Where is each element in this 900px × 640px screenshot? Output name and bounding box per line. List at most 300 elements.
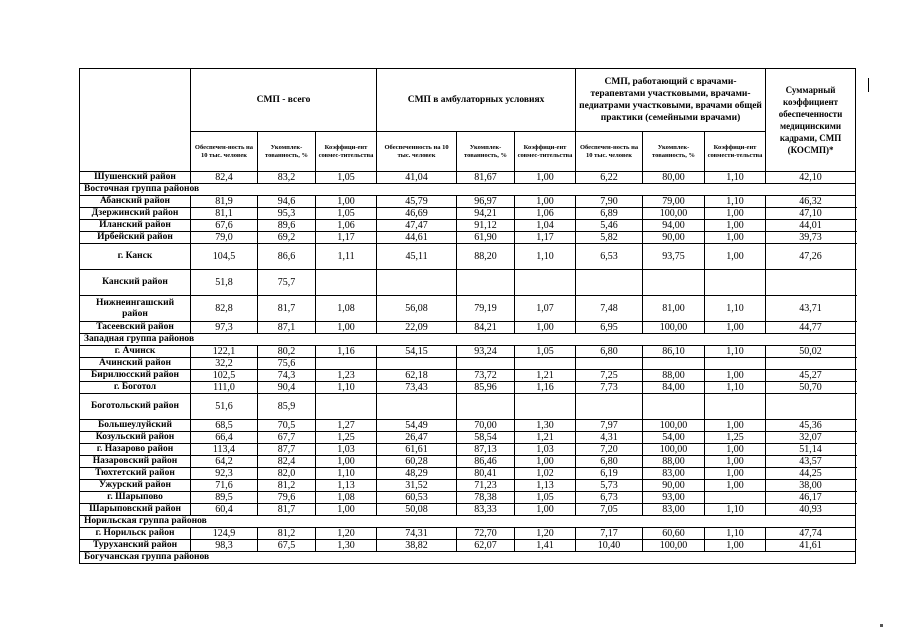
table-cell: 45,27 [766,370,856,382]
table-cell [705,492,766,504]
table-cell: 1,03 [316,444,377,456]
table-cell: 78,38 [457,492,515,504]
table-cell: 79,6 [258,492,316,504]
table-cell: 1,11 [316,244,377,270]
table-cell: 31,52 [377,480,457,492]
district-name: Ужурский район [80,480,191,492]
table-cell: 1,00 [705,540,766,552]
table-cell: 93,75 [643,244,705,270]
table-cell: 1,02 [515,468,576,480]
header-sub-staffing: Укомплек-тованность, % [258,132,316,172]
table-cell: 1,07 [515,296,576,322]
table-cell: 5,46 [576,220,643,232]
district-name: Козульский район [80,432,191,444]
table-row [80,456,856,468]
table-cell: 90,00 [643,232,705,244]
table-cell: 7,97 [576,420,643,432]
table-cell: 5,82 [576,232,643,244]
table-cell: 98,3 [191,540,258,552]
table-cell [643,358,705,370]
scan-dot [880,624,883,627]
table-cell: 79,0 [191,232,258,244]
table-cell: 1,08 [316,296,377,322]
table-cell: 100,00 [643,444,705,456]
table-cell: 100,00 [643,540,705,552]
table-cell: 32,07 [766,432,856,444]
table-cell: 1,05 [316,172,377,184]
table-cell: 71,23 [457,480,515,492]
table-cell: 87,7 [258,444,316,456]
table-cell: 6,53 [576,244,643,270]
table-cell [457,270,515,296]
table-cell: 51,14 [766,444,856,456]
table-row [80,346,856,358]
table-cell: 111,0 [191,382,258,394]
table-row [80,492,856,504]
header-row-groups [80,69,856,132]
group-row [80,516,856,528]
table-cell: 81,2 [258,528,316,540]
table-cell: 79,00 [643,196,705,208]
header-sub-combining: Коэффици-ент совмести-тельства [705,132,766,172]
table-row [80,358,856,370]
table-cell: 6,73 [576,492,643,504]
table-cell: 1,21 [515,432,576,444]
table-cell: 1,00 [515,322,576,334]
table-cell [316,394,377,420]
table-row [80,504,856,516]
margin-mark [868,78,869,92]
table-cell: 47,74 [766,528,856,540]
table-cell: 1,20 [316,528,377,540]
table-row [80,528,856,540]
table-row [80,208,856,220]
district-name: г. Боготол [80,382,191,394]
table-cell: 86,6 [258,244,316,270]
table-cell: 100,00 [643,420,705,432]
table-cell: 1,00 [316,196,377,208]
header-group-ambulatory: СМП в амбулаторных условиях [377,69,576,132]
table-cell: 1,05 [515,492,576,504]
table-cell: 1,27 [316,420,377,432]
district-name: Шушенский район [80,172,191,184]
table-cell: 7,20 [576,444,643,456]
table-cell: 64,2 [191,456,258,468]
table-cell: 94,21 [457,208,515,220]
district-name: Нижнеингашский район [80,296,191,322]
table-cell: 81,1 [191,208,258,220]
header-group-total: СМП - всего [191,69,377,132]
table-cell: 88,20 [457,244,515,270]
table-cell: 97,3 [191,322,258,334]
district-name: г. Шарыпово [80,492,191,504]
table-cell [515,270,576,296]
table-cell: 26,47 [377,432,457,444]
table-row [80,432,856,444]
table-cell: 1,20 [515,528,576,540]
district-name: Большеулуйский [80,420,191,432]
table-cell: 1,25 [705,432,766,444]
header-summary-coefficient: Суммарный коэффициент обеспеченности медицинскими кадрами, СМП (КОСМП)* [766,69,856,172]
district-name: Бирилюсский район [80,370,191,382]
table-row [80,196,856,208]
table-cell: 1,00 [705,232,766,244]
table-cell: 73,43 [377,382,457,394]
table-cell [515,394,576,420]
district-name: г. Ачинск [80,346,191,358]
table-cell [643,270,705,296]
district-name: Канский район [80,270,191,296]
table-cell: 1,00 [705,220,766,232]
table-cell: 122,1 [191,346,258,358]
table-cell: 67,5 [258,540,316,552]
table-cell: 1,10 [705,382,766,394]
staffing-table [79,68,856,564]
table-cell: 6,80 [576,456,643,468]
table-cell: 1,10 [705,196,766,208]
table-cell: 87,13 [457,444,515,456]
table-cell: 75,6 [258,358,316,370]
table-cell: 44,25 [766,468,856,480]
table-cell: 1,00 [705,480,766,492]
table-cell: 88,00 [643,456,705,468]
table-row [80,220,856,232]
table-cell: 1,25 [316,432,377,444]
table-cell: 83,00 [643,504,705,516]
table-cell: 50,70 [766,382,856,394]
district-name: г. Норильск район [80,528,191,540]
table-cell: 1,03 [515,444,576,456]
table-cell: 89,5 [191,492,258,504]
table-cell [576,270,643,296]
group-label: Восточная группа районов [80,184,856,196]
table-cell: 32,2 [191,358,258,370]
group-row [80,334,856,346]
table-row [80,540,856,552]
table-cell: 86,46 [457,456,515,468]
table-cell [705,394,766,420]
table-cell: 102,5 [191,370,258,382]
table-cell: 80,41 [457,468,515,480]
table-row [80,394,856,420]
table-cell [457,394,515,420]
table-cell [766,270,856,296]
table-cell: 82,0 [258,468,316,480]
header-sub-provision: Обеспеченность на 10 тыс. человек [377,132,457,172]
table-cell: 1,21 [515,370,576,382]
table-cell: 81,7 [258,504,316,516]
table-cell: 50,08 [377,504,457,516]
table-cell [766,394,856,420]
table-cell: 7,73 [576,382,643,394]
table-cell: 1,00 [705,244,766,270]
table-cell: 7,25 [576,370,643,382]
table-cell [316,358,377,370]
table-cell: 50,02 [766,346,856,358]
table-cell: 85,9 [258,394,316,420]
table-cell: 4,31 [576,432,643,444]
table-cell: 113,4 [191,444,258,456]
table-cell: 45,11 [377,244,457,270]
group-label: Богучанская группа районов [80,552,856,564]
table-cell: 75,7 [258,270,316,296]
table-cell: 6,95 [576,322,643,334]
district-name: Боготольский район [80,394,191,420]
table-cell: 90,4 [258,382,316,394]
table-cell: 1,00 [705,456,766,468]
table-cell: 1,00 [705,468,766,480]
table-cell: 62,18 [377,370,457,382]
table-cell: 104,5 [191,244,258,270]
table-cell: 1,00 [515,172,576,184]
table-cell: 1,10 [705,504,766,516]
table-cell: 83,00 [643,468,705,480]
table-cell: 41,04 [377,172,457,184]
table-cell: 1,05 [316,208,377,220]
district-name: Тасеевский район [80,322,191,334]
table-cell: 1,00 [515,456,576,468]
table-cell: 62,07 [457,540,515,552]
table-row [80,468,856,480]
table-cell: 82,8 [191,296,258,322]
table-cell: 43,57 [766,456,856,468]
table-cell: 87,1 [258,322,316,334]
table-cell: 6,19 [576,468,643,480]
table-cell: 67,7 [258,432,316,444]
table-cell: 1,10 [316,382,377,394]
table-cell: 45,79 [377,196,457,208]
table-cell: 44,61 [377,232,457,244]
table-cell: 95,3 [258,208,316,220]
table-cell: 51,8 [191,270,258,296]
table-cell: 73,72 [457,370,515,382]
table-cell: 60,60 [643,528,705,540]
district-name: Туруханский район [80,540,191,552]
table-cell: 7,05 [576,504,643,516]
table-cell: 46,17 [766,492,856,504]
table-cell: 1,00 [316,456,377,468]
table-cell: 60,28 [377,456,457,468]
table-cell: 7,48 [576,296,643,322]
table-cell: 1,08 [316,492,377,504]
table-body [80,69,856,564]
table-cell: 1,30 [316,540,377,552]
table-cell [576,358,643,370]
district-name: Назаровский район [80,456,191,468]
table-cell: 47,10 [766,208,856,220]
table-cell: 124,9 [191,528,258,540]
table-cell: 5,73 [576,480,643,492]
table-cell [377,394,457,420]
table-cell: 84,00 [643,382,705,394]
table-cell: 41,61 [766,540,856,552]
table-cell: 46,32 [766,196,856,208]
table-cell: 39,73 [766,232,856,244]
table-cell: 81,9 [191,196,258,208]
table-cell: 79,19 [457,296,515,322]
table-cell: 94,00 [643,220,705,232]
table-cell: 6,22 [576,172,643,184]
group-label: Норильская группа районов [80,516,856,528]
table-cell: 93,24 [457,346,515,358]
table-cell: 70,00 [457,420,515,432]
table-row [80,370,856,382]
table-cell: 69,2 [258,232,316,244]
table-cell: 22,09 [377,322,457,334]
table-cell [705,358,766,370]
table-cell: 61,90 [457,232,515,244]
table-cell: 80,2 [258,346,316,358]
table-cell: 81,2 [258,480,316,492]
district-name: Абанский район [80,196,191,208]
table-cell: 58,54 [457,432,515,444]
group-row [80,184,856,196]
table-cell: 56,08 [377,296,457,322]
table-cell: 1,13 [515,480,576,492]
table-cell: 91,12 [457,220,515,232]
header-group-district-doctors: СМП, работающий с врачами-терапевтами участковыми, врачами-педиатрами участковыми, врачами общей практики (семейными врачами) [576,69,766,132]
table-cell: 1,41 [515,540,576,552]
table-cell [377,358,457,370]
table-cell: 82,4 [258,456,316,468]
table-cell: 84,21 [457,322,515,334]
table-row [80,420,856,432]
header-sub-combining: Коэффици-ент совмес-тительства [515,132,576,172]
header-sub-provision: Обеспечен-ность на 10 тыс. человек [191,132,258,172]
table-cell: 38,00 [766,480,856,492]
table-cell: 1,00 [316,504,377,516]
table-row [80,444,856,456]
table-cell: 47,47 [377,220,457,232]
table-cell: 66,4 [191,432,258,444]
table-cell: 93,00 [643,492,705,504]
district-name: Ирбейский район [80,232,191,244]
district-name: г. Назарово район [80,444,191,456]
table-cell [457,358,515,370]
table-cell: 7,17 [576,528,643,540]
table-cell [515,358,576,370]
table-cell: 88,00 [643,370,705,382]
district-name: Дзержинский район [80,208,191,220]
table-cell: 68,5 [191,420,258,432]
table-cell: 47,26 [766,244,856,270]
table-cell: 1,04 [515,220,576,232]
table-cell: 100,00 [643,322,705,334]
group-label: Западная группа районов [80,334,856,346]
table-cell: 92,3 [191,468,258,480]
table-cell: 51,6 [191,394,258,420]
table-cell [576,394,643,420]
table-cell: 96,97 [457,196,515,208]
table-cell: 81,7 [258,296,316,322]
header-sub-provision: Обеспечен-ность на 10 тыс. человек [576,132,643,172]
table-cell: 1,10 [515,244,576,270]
table-cell: 1,00 [316,322,377,334]
table-cell: 72,70 [457,528,515,540]
table-cell: 60,4 [191,504,258,516]
table-cell: 70,5 [258,420,316,432]
district-name: Иланский район [80,220,191,232]
table-cell: 80,00 [643,172,705,184]
table-row [80,382,856,394]
table-cell: 83,33 [457,504,515,516]
table-row [80,322,856,334]
table-cell: 46,69 [377,208,457,220]
table-cell: 67,6 [191,220,258,232]
table-cell: 1,16 [316,346,377,358]
header-sub-staffing: Укомплек-тованность, % [643,132,705,172]
table-cell [316,270,377,296]
header-empty-corner [80,69,191,172]
table-cell: 1,06 [316,220,377,232]
table-cell: 82,4 [191,172,258,184]
table-cell: 1,17 [515,232,576,244]
table-cell: 1,30 [515,420,576,432]
table-cell: 1,00 [705,322,766,334]
table-cell: 94,6 [258,196,316,208]
group-row [80,552,856,564]
district-name: г. Канск [80,244,191,270]
table-cell: 81,67 [457,172,515,184]
table-cell: 1,10 [316,468,377,480]
table-cell [643,394,705,420]
table-cell: 1,06 [515,208,576,220]
table-cell: 48,29 [377,468,457,480]
table-cell: 6,80 [576,346,643,358]
district-name: Ачинский район [80,358,191,370]
table-cell: 54,15 [377,346,457,358]
table-cell: 1,17 [316,232,377,244]
table-row [80,480,856,492]
table-cell: 54,49 [377,420,457,432]
table-cell: 1,05 [515,346,576,358]
table-cell: 81,00 [643,296,705,322]
header-sub-combining: Коэффици-ент совмес-тительства [316,132,377,172]
table-cell: 100,00 [643,208,705,220]
table-cell: 44,77 [766,322,856,334]
table-cell: 1,10 [705,296,766,322]
table-cell: 40,93 [766,504,856,516]
header-sub-staffing: Укомплек-тованность, % [457,132,515,172]
table-row [80,244,856,270]
table-cell: 54,00 [643,432,705,444]
table-cell: 43,71 [766,296,856,322]
table-cell: 1,00 [515,196,576,208]
district-name: Тюхтетский район [80,468,191,480]
table-cell: 1,10 [705,172,766,184]
table-cell: 1,00 [705,444,766,456]
table-cell: 1,13 [316,480,377,492]
table-cell: 45,36 [766,420,856,432]
table-cell: 85,96 [457,382,515,394]
table-cell: 1,00 [705,208,766,220]
table-cell [766,358,856,370]
table-cell: 6,89 [576,208,643,220]
table-cell: 74,3 [258,370,316,382]
table-cell: 71,6 [191,480,258,492]
table-cell: 1,00 [705,370,766,382]
table-row [80,270,856,296]
table-cell: 10,40 [576,540,643,552]
table-cell: 1,00 [515,504,576,516]
table-cell: 61,61 [377,444,457,456]
table-cell: 7,90 [576,196,643,208]
table-cell [377,270,457,296]
table-cell: 60,53 [377,492,457,504]
table-cell: 1,23 [316,370,377,382]
table-row [80,232,856,244]
table-cell: 90,00 [643,480,705,492]
